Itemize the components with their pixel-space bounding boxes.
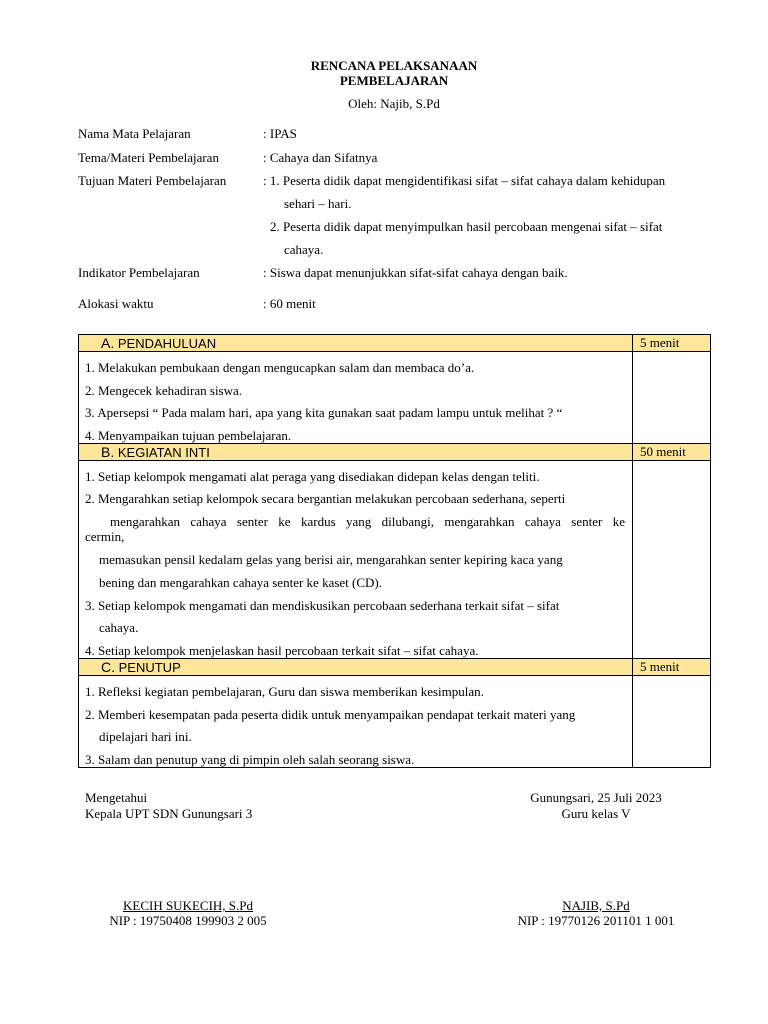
section-b-divider [632,443,633,461]
document-title-line1: RENCANA PELAKSANAAN [310,58,478,73]
section-b-item: 2. Mengarahkan setiap kelompok secara bergantian melakukan percobaan sederhana, seperti [85,491,566,506]
section-a-divider [632,334,633,352]
section-a-time: 5 menit [640,335,680,350]
section-b-item: cermin, [85,529,125,544]
section-b-item: memasukan pensil kedalam gelas yang berisi air, mengarahkan senter kepiring kaca yang [99,552,563,567]
section-b-header [78,443,711,461]
right-signature-nip: NIP : 19770126 201101 1 001 [517,913,675,928]
activities-table [78,334,711,768]
theme-label: Tema/Materi Pembelajaran [78,150,219,165]
left-signature-role: Kepala UPT SDN Gunungsari 3 [85,806,253,821]
left-signature-name: KECIH SUKECIH, S.Pd [122,898,253,913]
section-c-item: 3. Salam dan penutup yang di pimpin oleh salah seorang siswa. [85,752,415,767]
document-title-line2: PEMBELAJARAN [339,73,449,88]
section-b-time: 50 menit [640,444,686,459]
subject-value: : IPAS [263,126,297,141]
goal-1-line2: sehari – hari. [284,196,352,211]
section-a-item: 1. Melakukan pembukaan dengan mengucapkan salam dan membaca do’a. [85,360,475,375]
section-c-header [78,658,711,676]
section-a-item: 3. Apersepsi “ Pada malam hari, apa yang kita gunakan saat padam lampu untuk melihat ? “ [85,405,563,420]
table-column-divider [632,334,633,768]
left-signature-nip: NIP : 19750408 199903 2 005 [109,913,267,928]
section-b-item: 1. Setiap kelompok mengamati alat peraga yang disediakan didepan kelas dengan teliti. [85,469,540,484]
section-c-item: 1. Refleksi kegiatan pembelajaran, Guru dan siswa memberikan kesimpulan. [85,684,484,699]
goal-label: Tujuan Materi Pembelajaran [78,173,227,188]
right-signature-name: NAJIB, S.Pd [562,898,630,913]
indicator-value: : Siswa dapat menunjukkan sifat-sifat cahaya dengan baik. [263,265,568,280]
section-b-item: mengarahkan cahaya senter ke kardus yang dilubangi, mengarahkan cahaya senter ke [110,514,625,529]
section-a-item: 2. Mengecek kehadiran siswa. [85,383,243,398]
right-signature-date: Gunungsari, 25 Juli 2023 [530,790,662,805]
time-allocation-value: : 60 menit [263,296,316,311]
section-a-item: 4. Menyampaikan tujuan pembelajaran. [85,428,292,443]
section-b-item: cahaya. [99,620,139,635]
section-b-title: B. KEGIATAN INTI [101,444,210,460]
subject-label: Nama Mata Pelajaran [78,126,191,141]
document-author: Oleh: Najib, S.Pd [348,96,440,111]
time-allocation-label: Alokasi waktu [78,296,154,311]
section-c-divider [632,658,633,676]
section-c-item: 2. Memberi kesempatan pada peserta didik untuk menyampaikan pendapat terkait materi yang [85,707,576,722]
section-a-title: A. PENDAHULUAN [101,335,217,351]
indicator-label: Indikator Pembelajaran [78,265,200,280]
goal-2-line1: 2. Peserta didik dapat menyimpulkan hasil percobaan mengenai sifat – sifat [270,219,663,234]
theme-value: : Cahaya dan Sifatnya [263,150,378,165]
goal-1-line1: : 1. Peserta didik dapat mengidentifikasi sifat – sifat cahaya dalam kehidupan [263,173,666,188]
section-b-item: 4. Setiap kelompok menjelaskan hasil percobaan terkait sifat – sifat cahaya. [85,643,479,658]
section-a-header [78,334,711,352]
section-b-item: bening dan mengarahkan cahaya senter ke kaset (CD). [99,575,382,590]
section-b-item: 3. Setiap kelompok mengamati dan mendiskusikan percobaan sederhana terkait sifat – sifat [85,598,560,613]
section-c-time: 5 menit [640,659,680,674]
goal-2-line2: cahaya. [284,242,324,257]
section-c-title: C. PENUTUP [101,659,181,675]
right-signature-role: Guru kelas V [561,806,631,821]
section-c-item: dipelajari hari ini. [99,729,192,744]
left-signature-heading: Mengetahui [85,790,148,805]
